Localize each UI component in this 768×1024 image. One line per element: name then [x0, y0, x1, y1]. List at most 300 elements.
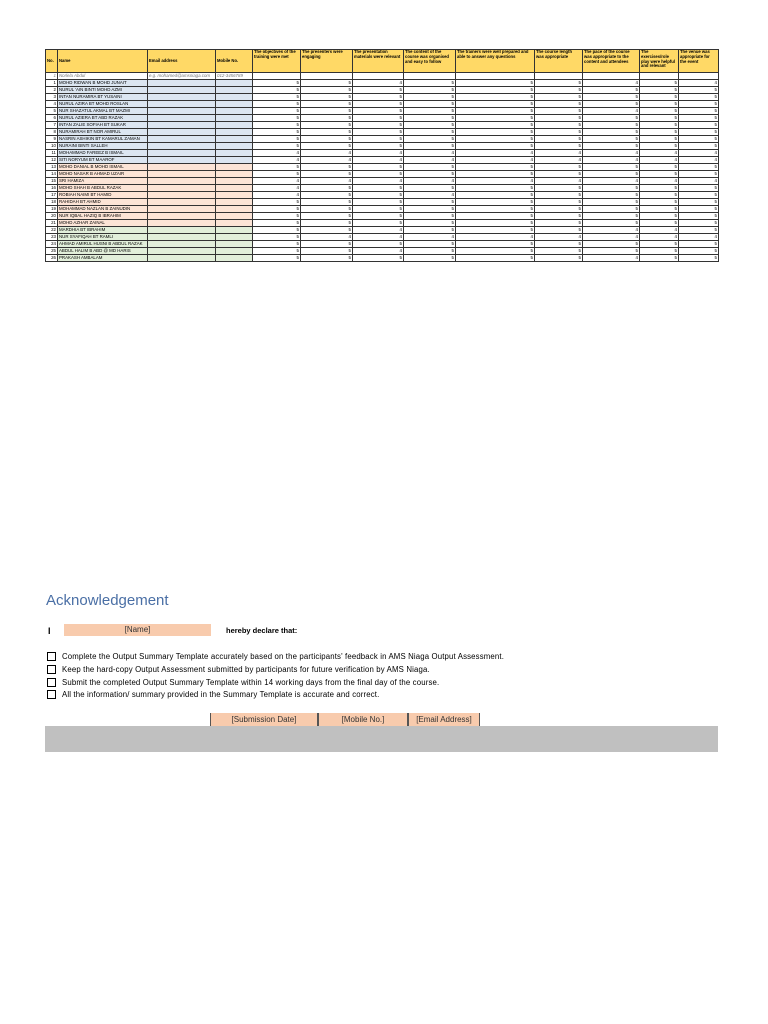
declaration-checkbox[interactable] — [47, 678, 56, 687]
row-rating[interactable]: 5 — [535, 129, 583, 136]
row-rating[interactable]: 5 — [679, 241, 719, 248]
row-rating[interactable]: 5 — [301, 213, 353, 220]
row-rating[interactable]: 5 — [456, 248, 535, 255]
row-rating[interactable]: 5 — [679, 143, 719, 150]
row-rating[interactable]: 5 — [583, 94, 640, 101]
row-rating[interactable]: 5 — [583, 143, 640, 150]
row-rating[interactable]: 5 — [404, 80, 456, 87]
row-rating[interactable]: 5 — [353, 108, 404, 115]
row-rating[interactable]: 5 — [679, 192, 719, 199]
row-name[interactable]: SITI NORYUM BT MAAROF — [58, 157, 148, 164]
row-rating[interactable]: 5 — [253, 227, 301, 234]
row-name[interactable]: NURUL AZIERA BT ABD RAZAK — [58, 115, 148, 122]
row-rating[interactable]: 5 — [640, 115, 679, 122]
row-rating[interactable]: 4 — [353, 248, 404, 255]
row-rating[interactable]: 5 — [535, 199, 583, 206]
sample-cell[interactable] — [583, 73, 640, 80]
row-rating[interactable]: 5 — [301, 227, 353, 234]
row-rating[interactable]: 5 — [301, 122, 353, 129]
row-name[interactable]: RAHIDAH BT AHMID — [58, 199, 148, 206]
row-rating[interactable]: 4 — [404, 157, 456, 164]
row-rating[interactable]: 5 — [253, 213, 301, 220]
row-rating[interactable]: 4 — [583, 234, 640, 241]
row-rating[interactable]: 5 — [301, 143, 353, 150]
row-email[interactable] — [148, 192, 216, 199]
row-mobile[interactable] — [216, 248, 253, 255]
row-rating[interactable]: 4 — [583, 255, 640, 262]
row-rating[interactable]: 5 — [301, 241, 353, 248]
row-rating[interactable]: 5 — [456, 136, 535, 143]
row-rating[interactable]: 5 — [404, 101, 456, 108]
declaration-checkbox[interactable] — [47, 652, 56, 661]
sample-cell[interactable] — [301, 73, 353, 80]
row-rating[interactable]: 5 — [640, 143, 679, 150]
row-rating[interactable]: 5 — [301, 255, 353, 262]
row-rating[interactable]: 4 — [353, 234, 404, 241]
row-name[interactable]: MOHD AZHAR ZAINAL — [58, 220, 148, 227]
row-mobile[interactable] — [216, 164, 253, 171]
row-rating[interactable]: 5 — [640, 199, 679, 206]
row-rating[interactable]: 5 — [301, 115, 353, 122]
row-rating[interactable]: 5 — [353, 164, 404, 171]
row-rating[interactable]: 5 — [679, 108, 719, 115]
row-rating[interactable]: 5 — [253, 129, 301, 136]
row-rating[interactable]: 5 — [640, 164, 679, 171]
row-rating[interactable]: 5 — [456, 171, 535, 178]
row-rating[interactable]: 5 — [535, 143, 583, 150]
row-rating[interactable]: 5 — [583, 129, 640, 136]
row-rating[interactable]: 5 — [253, 94, 301, 101]
row-rating[interactable]: 5 — [535, 94, 583, 101]
row-rating[interactable]: 5 — [404, 255, 456, 262]
row-rating[interactable]: 5 — [640, 192, 679, 199]
row-email[interactable] — [148, 164, 216, 171]
row-rating[interactable]: 5 — [456, 199, 535, 206]
row-rating[interactable]: 5 — [583, 220, 640, 227]
row-rating[interactable]: 5 — [456, 192, 535, 199]
row-rating[interactable]: 5 — [640, 255, 679, 262]
row-email[interactable] — [148, 234, 216, 241]
row-rating[interactable]: 5 — [583, 164, 640, 171]
row-rating[interactable]: 4 — [301, 178, 353, 185]
row-rating[interactable]: 5 — [535, 115, 583, 122]
row-name[interactable]: NUR SYAFIQAH BT RAMLI — [58, 234, 148, 241]
row-email[interactable] — [148, 213, 216, 220]
row-rating[interactable]: 5 — [535, 227, 583, 234]
row-rating[interactable]: 5 — [353, 171, 404, 178]
row-rating[interactable]: 5 — [535, 164, 583, 171]
row-rating[interactable]: 5 — [679, 115, 719, 122]
row-rating[interactable]: 4 — [583, 227, 640, 234]
row-rating[interactable]: 5 — [679, 255, 719, 262]
row-rating[interactable]: 5 — [253, 248, 301, 255]
row-rating[interactable]: 5 — [583, 115, 640, 122]
row-email[interactable] — [148, 199, 216, 206]
row-rating[interactable]: 5 — [456, 101, 535, 108]
row-email[interactable] — [148, 178, 216, 185]
row-rating[interactable]: 5 — [353, 192, 404, 199]
row-rating[interactable]: 5 — [253, 164, 301, 171]
sample-name[interactable]: Norlela Abdul — [58, 73, 148, 80]
row-rating[interactable]: 4 — [679, 234, 719, 241]
row-rating[interactable]: 5 — [301, 129, 353, 136]
row-rating[interactable]: 5 — [353, 185, 404, 192]
row-mobile[interactable] — [216, 213, 253, 220]
row-rating[interactable]: 5 — [404, 213, 456, 220]
row-rating[interactable]: 4 — [301, 150, 353, 157]
row-rating[interactable]: 5 — [640, 108, 679, 115]
row-rating[interactable]: 4 — [253, 178, 301, 185]
row-rating[interactable]: 5 — [535, 192, 583, 199]
submission-date-field[interactable]: [Submission Date] — [210, 713, 318, 726]
row-rating[interactable]: 5 — [583, 136, 640, 143]
row-rating[interactable]: 5 — [679, 164, 719, 171]
row-email[interactable] — [148, 248, 216, 255]
row-rating[interactable]: 5 — [640, 94, 679, 101]
row-rating[interactable]: 4 — [640, 227, 679, 234]
row-mobile[interactable] — [216, 101, 253, 108]
row-rating[interactable]: 5 — [583, 241, 640, 248]
row-rating[interactable]: 5 — [253, 80, 301, 87]
sample-cell[interactable] — [404, 73, 456, 80]
row-mobile[interactable] — [216, 136, 253, 143]
row-mobile[interactable] — [216, 80, 253, 87]
row-rating[interactable]: 5 — [583, 206, 640, 213]
row-name[interactable]: NURUL AZIRA BT MOHD ROSLAN — [58, 101, 148, 108]
row-mobile[interactable] — [216, 150, 253, 157]
row-name[interactable]: MARDHIA BT IBRAHIM — [58, 227, 148, 234]
row-rating[interactable]: 5 — [301, 171, 353, 178]
row-rating[interactable]: 5 — [253, 206, 301, 213]
row-rating[interactable]: 5 — [583, 101, 640, 108]
row-rating[interactable]: 5 — [535, 213, 583, 220]
row-rating[interactable]: 5 — [301, 192, 353, 199]
row-rating[interactable]: 5 — [456, 143, 535, 150]
row-mobile[interactable] — [216, 108, 253, 115]
row-name[interactable]: NURAMIRAH BT NOR AMIRUL — [58, 129, 148, 136]
row-rating[interactable]: 5 — [301, 87, 353, 94]
row-email[interactable] — [148, 94, 216, 101]
row-rating[interactable]: 4 — [404, 178, 456, 185]
row-mobile[interactable] — [216, 87, 253, 94]
row-rating[interactable]: 5 — [353, 241, 404, 248]
sample-email[interactable]: e.g. mohamed@amsniaga.com — [148, 73, 216, 80]
row-rating[interactable]: 5 — [456, 213, 535, 220]
row-rating[interactable]: 4 — [640, 234, 679, 241]
row-rating[interactable]: 5 — [583, 192, 640, 199]
row-rating[interactable]: 4 — [353, 178, 404, 185]
row-rating[interactable]: 5 — [679, 122, 719, 129]
row-rating[interactable]: 5 — [301, 220, 353, 227]
row-rating[interactable]: 5 — [679, 199, 719, 206]
row-rating[interactable]: 5 — [456, 164, 535, 171]
row-mobile[interactable] — [216, 185, 253, 192]
row-rating[interactable]: 5 — [456, 220, 535, 227]
row-rating[interactable]: 5 — [535, 220, 583, 227]
row-rating[interactable]: 5 — [404, 115, 456, 122]
row-rating[interactable]: 5 — [353, 101, 404, 108]
row-email[interactable] — [148, 129, 216, 136]
row-rating[interactable]: 4 — [679, 80, 719, 87]
row-email[interactable] — [148, 220, 216, 227]
row-email[interactable] — [148, 206, 216, 213]
row-rating[interactable]: 4 — [535, 178, 583, 185]
row-rating[interactable]: 4 — [583, 157, 640, 164]
row-rating[interactable]: 5 — [404, 164, 456, 171]
row-rating[interactable]: 5 — [253, 136, 301, 143]
row-rating[interactable]: 4 — [404, 150, 456, 157]
row-rating[interactable]: 5 — [253, 108, 301, 115]
row-rating[interactable]: 5 — [353, 94, 404, 101]
row-rating[interactable]: 5 — [640, 129, 679, 136]
sample-cell[interactable] — [535, 73, 583, 80]
row-rating[interactable]: 5 — [456, 255, 535, 262]
row-rating[interactable]: 5 — [404, 122, 456, 129]
row-rating[interactable]: 5 — [535, 185, 583, 192]
row-rating[interactable]: 5 — [583, 122, 640, 129]
row-rating[interactable]: 5 — [253, 171, 301, 178]
row-rating[interactable]: 4 — [353, 227, 404, 234]
declaration-checkbox[interactable] — [47, 690, 56, 699]
row-rating[interactable]: 5 — [301, 206, 353, 213]
row-email[interactable] — [148, 115, 216, 122]
row-name[interactable]: MOHAMMAD NAZLAN B ZAINUDIN — [58, 206, 148, 213]
row-rating[interactable]: 5 — [456, 115, 535, 122]
row-rating[interactable]: 5 — [583, 185, 640, 192]
row-name[interactable]: MOHAMMAD FAREEZ B ISMAIL — [58, 150, 148, 157]
row-rating[interactable]: 5 — [679, 227, 719, 234]
row-rating[interactable]: 5 — [404, 227, 456, 234]
row-rating[interactable]: 4 — [353, 150, 404, 157]
row-rating[interactable]: 5 — [353, 115, 404, 122]
row-rating[interactable]: 4 — [679, 150, 719, 157]
row-rating[interactable]: 5 — [583, 87, 640, 94]
row-rating[interactable]: 5 — [301, 101, 353, 108]
row-rating[interactable]: 5 — [404, 206, 456, 213]
row-rating[interactable]: 5 — [535, 80, 583, 87]
row-name[interactable]: MOHD NASAR B AHMAD UZAIR — [58, 171, 148, 178]
row-email[interactable] — [148, 122, 216, 129]
row-rating[interactable]: 4 — [679, 178, 719, 185]
row-rating[interactable]: 4 — [535, 150, 583, 157]
row-rating[interactable]: 5 — [353, 199, 404, 206]
row-rating[interactable]: 5 — [301, 185, 353, 192]
row-rating[interactable]: 5 — [253, 101, 301, 108]
row-rating[interactable]: 5 — [353, 213, 404, 220]
row-rating[interactable]: 5 — [640, 101, 679, 108]
row-rating[interactable]: 4 — [456, 157, 535, 164]
row-email[interactable] — [148, 87, 216, 94]
row-rating[interactable]: 5 — [456, 94, 535, 101]
row-rating[interactable]: 5 — [583, 171, 640, 178]
row-rating[interactable]: 5 — [679, 101, 719, 108]
row-rating[interactable]: 5 — [353, 143, 404, 150]
row-rating[interactable]: 5 — [679, 136, 719, 143]
row-mobile[interactable] — [216, 178, 253, 185]
row-rating[interactable]: 4 — [640, 157, 679, 164]
row-name[interactable]: SRI HAMIZA — [58, 178, 148, 185]
row-rating[interactable]: 4 — [640, 178, 679, 185]
row-email[interactable] — [148, 157, 216, 164]
row-rating[interactable]: 5 — [404, 136, 456, 143]
row-rating[interactable]: 5 — [535, 136, 583, 143]
row-email[interactable] — [148, 101, 216, 108]
row-mobile[interactable] — [216, 122, 253, 129]
email-address-field[interactable]: [Email Address] — [408, 713, 480, 726]
row-mobile[interactable] — [216, 234, 253, 241]
row-rating[interactable]: 5 — [535, 206, 583, 213]
row-rating[interactable]: 5 — [253, 199, 301, 206]
row-rating[interactable]: 5 — [535, 241, 583, 248]
row-rating[interactable]: 4 — [583, 108, 640, 115]
row-rating[interactable]: 5 — [456, 108, 535, 115]
row-name[interactable]: NASRIN ASHIKIN BT KAMARUL ZAMAN — [58, 136, 148, 143]
row-rating[interactable]: 5 — [679, 171, 719, 178]
sample-cell[interactable] — [456, 73, 535, 80]
row-rating[interactable]: 5 — [253, 234, 301, 241]
row-rating[interactable]: 5 — [679, 248, 719, 255]
row-rating[interactable]: 4 — [301, 157, 353, 164]
row-rating[interactable]: 5 — [456, 185, 535, 192]
row-rating[interactable]: 5 — [456, 227, 535, 234]
row-rating[interactable]: 5 — [640, 213, 679, 220]
row-name[interactable]: PRAKASH AMBALAM — [58, 255, 148, 262]
row-rating[interactable]: 5 — [404, 171, 456, 178]
row-rating[interactable]: 5 — [456, 80, 535, 87]
row-rating[interactable]: 5 — [404, 248, 456, 255]
row-name[interactable]: NURUL 'AIN BINTI MOHD AZMI — [58, 87, 148, 94]
row-email[interactable] — [148, 150, 216, 157]
row-name[interactable]: NUR SHAZATUL AKMAL BT MAZMI — [58, 108, 148, 115]
row-mobile[interactable] — [216, 171, 253, 178]
row-rating[interactable]: 5 — [583, 248, 640, 255]
row-email[interactable] — [148, 255, 216, 262]
row-mobile[interactable] — [216, 220, 253, 227]
row-rating[interactable]: 5 — [535, 101, 583, 108]
row-rating[interactable]: 5 — [640, 87, 679, 94]
row-rating[interactable]: 5 — [679, 213, 719, 220]
row-rating[interactable]: 5 — [456, 206, 535, 213]
row-rating[interactable]: 5 — [404, 87, 456, 94]
row-rating[interactable]: 5 — [301, 80, 353, 87]
row-rating[interactable]: 5 — [456, 87, 535, 94]
row-rating[interactable]: 5 — [535, 122, 583, 129]
row-rating[interactable]: 5 — [301, 199, 353, 206]
row-rating[interactable]: 4 — [456, 178, 535, 185]
row-mobile[interactable] — [216, 255, 253, 262]
row-rating[interactable]: 5 — [253, 122, 301, 129]
row-rating[interactable]: 5 — [404, 199, 456, 206]
row-rating[interactable]: 5 — [253, 255, 301, 262]
row-rating[interactable]: 5 — [301, 248, 353, 255]
row-rating[interactable]: 4 — [404, 234, 456, 241]
row-rating[interactable]: 4 — [301, 234, 353, 241]
row-rating[interactable]: 5 — [456, 122, 535, 129]
row-rating[interactable]: 5 — [353, 255, 404, 262]
row-rating[interactable]: 5 — [404, 185, 456, 192]
row-rating[interactable]: 5 — [253, 115, 301, 122]
row-rating[interactable]: 5 — [679, 87, 719, 94]
declaration-checkbox[interactable] — [47, 665, 56, 674]
row-rating[interactable]: 4 — [535, 234, 583, 241]
row-rating[interactable]: 5 — [640, 220, 679, 227]
row-rating[interactable]: 4 — [640, 150, 679, 157]
row-rating[interactable]: 5 — [640, 241, 679, 248]
row-rating[interactable]: 5 — [404, 143, 456, 150]
row-rating[interactable]: 5 — [404, 129, 456, 136]
row-rating[interactable]: 5 — [404, 108, 456, 115]
row-rating[interactable]: 4 — [456, 150, 535, 157]
sample-cell[interactable] — [640, 73, 679, 80]
row-rating[interactable]: 5 — [640, 206, 679, 213]
row-rating[interactable]: 4 — [583, 150, 640, 157]
row-rating[interactable]: 5 — [404, 220, 456, 227]
row-rating[interactable]: 4 — [253, 157, 301, 164]
row-rating[interactable]: 5 — [456, 129, 535, 136]
sample-mobile[interactable]: 012-3456789 — [216, 73, 253, 80]
row-email[interactable] — [148, 227, 216, 234]
row-name[interactable]: NURAINI BINTI SALLEH — [58, 143, 148, 150]
row-mobile[interactable] — [216, 143, 253, 150]
row-mobile[interactable] — [216, 199, 253, 206]
row-mobile[interactable] — [216, 206, 253, 213]
row-email[interactable] — [148, 136, 216, 143]
row-email[interactable] — [148, 143, 216, 150]
sample-cell[interactable] — [253, 73, 301, 80]
name-field[interactable]: [Name] — [64, 624, 211, 636]
row-rating[interactable]: 5 — [679, 220, 719, 227]
row-name[interactable]: AHMAD AMIRUL HUSNI B ABDUL RAZAK — [58, 241, 148, 248]
row-email[interactable] — [148, 171, 216, 178]
row-rating[interactable]: 4 — [679, 157, 719, 164]
row-rating[interactable]: 5 — [253, 87, 301, 94]
row-rating[interactable]: 5 — [535, 255, 583, 262]
row-rating[interactable]: 5 — [353, 129, 404, 136]
row-name[interactable]: MOHD DANIAL B MOHD ISMAIL — [58, 164, 148, 171]
row-rating[interactable]: 5 — [535, 248, 583, 255]
row-name[interactable]: INTAN ZALIE SOFIAH BT SUKAR — [58, 122, 148, 129]
row-mobile[interactable] — [216, 115, 253, 122]
sample-cell[interactable] — [353, 73, 404, 80]
mobile-no-field[interactable]: [Mobile No.] — [318, 713, 408, 726]
row-rating[interactable]: 5 — [301, 108, 353, 115]
row-mobile[interactable] — [216, 94, 253, 101]
row-rating[interactable]: 5 — [535, 87, 583, 94]
row-rating[interactable]: 5 — [640, 122, 679, 129]
row-rating[interactable]: 5 — [535, 108, 583, 115]
row-email[interactable] — [148, 185, 216, 192]
sample-cell[interactable] — [679, 73, 719, 80]
row-rating[interactable]: 4 — [583, 178, 640, 185]
row-rating[interactable]: 5 — [353, 220, 404, 227]
row-rating[interactable]: 4 — [404, 192, 456, 199]
row-rating[interactable]: 5 — [404, 94, 456, 101]
row-rating[interactable]: 4 — [253, 185, 301, 192]
row-name[interactable]: MOHD RIDWAN B MOHD JUNAIT — [58, 80, 148, 87]
row-rating[interactable]: 5 — [301, 164, 353, 171]
row-rating[interactable]: 5 — [640, 248, 679, 255]
row-rating[interactable]: 5 — [640, 185, 679, 192]
row-name[interactable]: ROBIAH NAIMI BT HAMID — [58, 192, 148, 199]
row-rating[interactable]: 5 — [640, 80, 679, 87]
row-mobile[interactable] — [216, 241, 253, 248]
row-rating[interactable]: 4 — [353, 80, 404, 87]
row-rating[interactable]: 5 — [679, 206, 719, 213]
row-rating[interactable]: 5 — [456, 241, 535, 248]
row-rating[interactable]: 5 — [353, 122, 404, 129]
row-rating[interactable]: 4 — [456, 234, 535, 241]
row-rating[interactable]: 5 — [640, 136, 679, 143]
